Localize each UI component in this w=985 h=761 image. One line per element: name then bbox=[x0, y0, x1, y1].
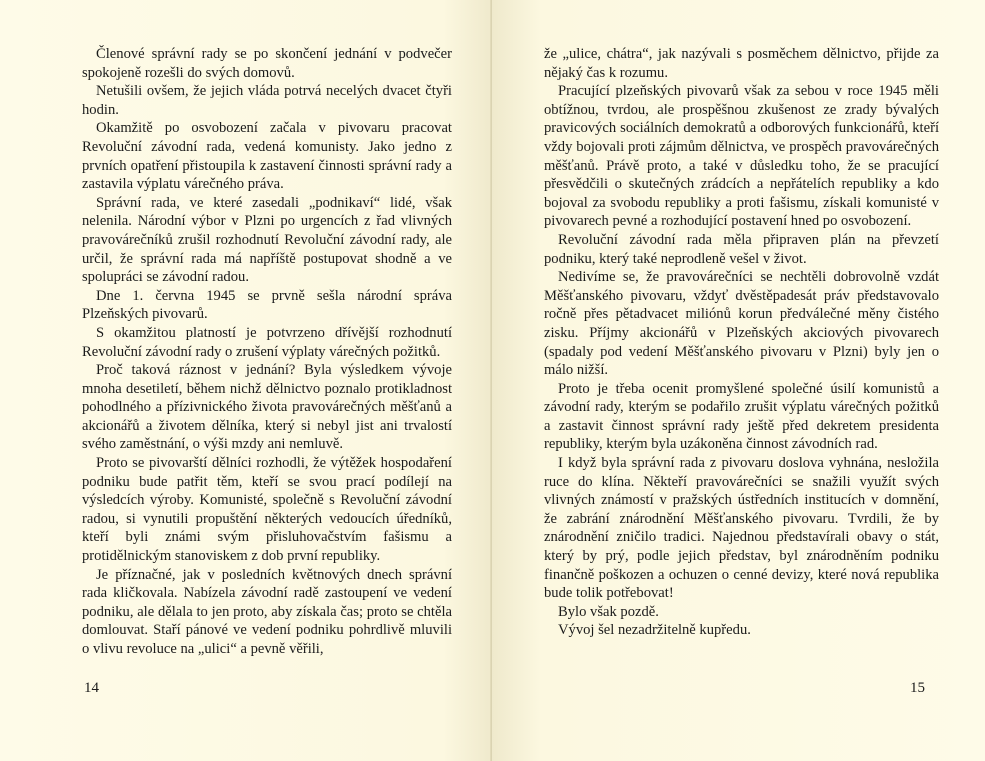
paragraph: S okamžitou platností je potvrzeno dřívější rozhodnutí Revoluční závodní rady o zrušení výplaty várečných požitků. bbox=[82, 324, 452, 360]
paragraph: Je příznačné, jak v posledních květnových dnech správní rada kličkovala. Nabízela závodní radě zastoupení ve vedení podniku, ale dělala to jen proto, aby získala čas; proto se chtěla domlouvat. Staří pánové ve vedení podniku pohrdlivě mluvili o vlivu revoluce na „ulici“ a pevně věřili, bbox=[82, 566, 452, 657]
paragraph: I když byla správní rada z pivovaru doslova vyhnána, nesložila ruce do klína. Někteří pravovárečníci se snažili využít svých vlivných známostí v pražských ústředních institucích v domnění, že zabrání znárodnění Měšťanského pivovaru. Tvrdili, že by znárodnění zničilo tradici. Najednou představírali obavy o stát, který by prý, podle jejich představ, byl znárodněním podniku finančně poškozen a ochuzen o cenné devizy, které nová republika bude tolik potřebovat! bbox=[544, 455, 939, 602]
paragraph: Pracující plzeňských pivovarů však za sebou v roce 1945 měli obtížnou, tvrdou, ale prospěšnou zkušenost ze zrady bývalých pravicových sociálních demokratů a odborových funkcionářů, kteří vždy bojovali proti zájmům dělnictva, ve prospěch pravovárečných měšťanů. Právě proto, a také v důsledku toho, že se pracující přesvědčili o skutečných zrádcích a nepřátelích republiky a kdo bojoval za svobodu republiky a proti fašismu, získali komunisté v pivovarech pevné a rozhodující postavení hned po osvobození. bbox=[544, 83, 939, 230]
paragraph: Členové správní rady se po skončení jednání v podvečer spokojeně rozešli do svých domovů. bbox=[82, 46, 452, 81]
paragraph: Proto je třeba ocenit promyšlené společné úsilí komunistů a závodní rady, kterým se podařilo zrušit výplatu várečných požitků a zastavit činnost správní rady ještě před dekretem presidenta republiky, kterým byla uzákoněna činnost závodních rad. bbox=[544, 380, 939, 453]
page-number-left: 14 bbox=[84, 680, 99, 696]
paragraph: Správní rada, ve které zasedali „podnikaví“ lidé, však nelenila. Národní výbor v Plzni po urgencích z řad vlivných pravovárečníků zrušil rozhodnutí Revoluční závodní rady, ale určil, že správní rada má napříště postupovat shodně a ve spolupráci se závodní radou. bbox=[82, 194, 452, 286]
paragraph: Proč taková ráznost v jednání? Byla výsledkem vývoje mnoha desetiletí, během nichž dělnictvo poznalo protikladnost pohodlného a přízivnického života pravovárečných měšťanů a akcionářů a životem dělníka, který si nebyl jist ani trvalostí svého zaměstnání, o výši mzdy ani nemluvě. bbox=[82, 362, 452, 453]
paragraph: Netušili ovšem, že jejich vláda potrvá necelých dvacet čtyři hodin. bbox=[82, 83, 452, 118]
page-number-right: 15 bbox=[910, 680, 925, 696]
paragraph: Vývoj šel nezadržitelně kupředu. bbox=[558, 622, 751, 639]
left-page-text bbox=[82, 45, 452, 659]
paragraph: Okamžitě po osvobození začala v pivovaru pracovat Revoluční závodní rada, vedená komunisty. Jako jedno z prvních opatření přistoupila k zastavení činnosti správní rady a zastavila výplatu várečného práva. bbox=[82, 120, 452, 193]
right-page bbox=[492, 0, 985, 761]
paragraph: Proto se pivovarští dělníci rozhodli, že výtěžek hospodaření podniku bude patřit těm, kteří se svou prací podílejí na výsledcích výroby. Komunisté, společně s Revoluční závodní radou, si vynutili propuštění některých vedoucích úředníků, kteří byli známi svým přisluhovačstvím fašismu a protidělnickým stanoviskem z dob první republiky. bbox=[82, 455, 452, 565]
paragraph: Dne 1. června 1945 se prvně sešla národní správa Plzeňských pivovarů. bbox=[82, 287, 452, 323]
left-page bbox=[0, 0, 492, 761]
right-page-text bbox=[544, 45, 939, 640]
paragraph: Revoluční závodní rada měla připraven plán na převzetí podniku, který také neprodleně vešel v život. bbox=[544, 231, 939, 267]
paragraph: Bylo však pozdě. bbox=[558, 603, 659, 620]
paragraph: Nedivíme se, že pravovárečníci se nechtěli dobrovolně vzdát Měšťanského pivovaru, vždyť dvěstěpadesát práv představovalo ročně přes pětadvacet miliónů korun předválečné měny čistého zisku. Příjmy akcionářů v Plzeňských akciových pivovarech (spadaly pod vedení Měšťanského pivovaru v Plzni) byly jen o málo nižší. bbox=[544, 269, 939, 379]
paragraph: že „ulice, chátra“, jak nazývali s posměchem dělnictvo, přijde za nějaký čas k rozumu. bbox=[544, 46, 939, 81]
